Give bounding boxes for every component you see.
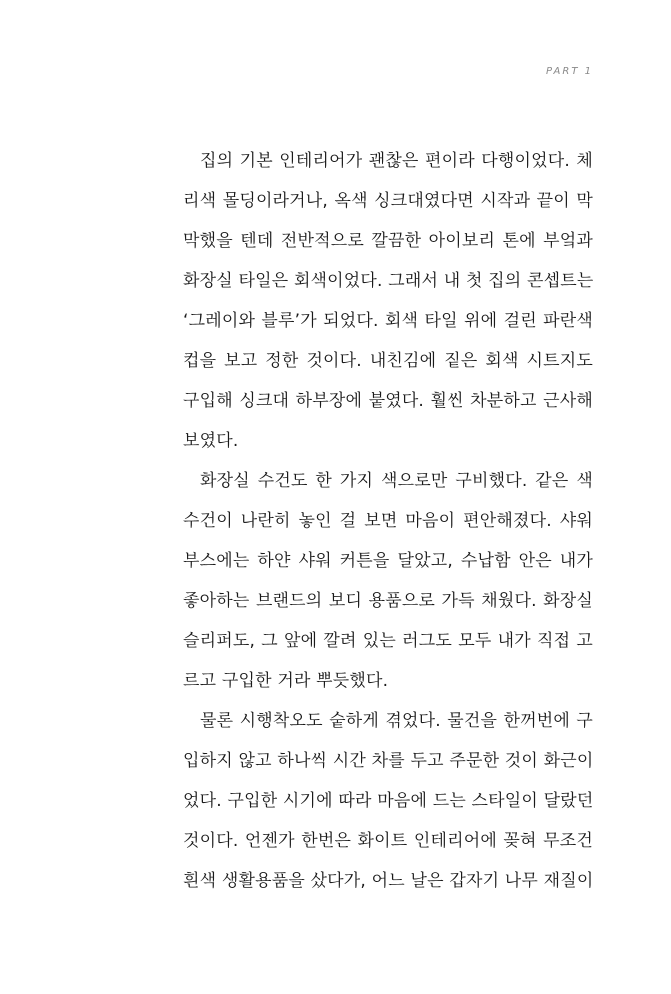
paragraph-2-line-4: 좋아하는 브랜드의 보디 용품으로 가득 채웠다. 화장실 [183,591,593,611]
body-text [183,146,593,906]
paragraph-3-line-2: 입하지 않고 하나씩 시간 차를 두고 주문한 것이 화근이 [183,751,594,771]
running-head: PART 1 [546,66,593,77]
paragraph-3-line-3: 었다. 구입한 시기에 따라 마음에 드는 스타일이 달랐던 [183,791,594,811]
paragraph-1-line-6: 컵을 보고 정한 것이다. 내친김에 짙은 회색 시트지도 [183,351,593,371]
paragraph-2-line-3: 부스에는 하얀 샤워 커튼을 달았고, 수납함 안은 내가 [183,551,593,571]
paragraph-1-line-2: 리색 몰딩이라거나, 옥색 싱크대였다면 시작과 끝이 막 [183,191,593,211]
paragraph-1-line-4: 화장실 타일은 회색이었다. 그래서 내 첫 집의 콘셉트는 [183,271,594,291]
paragraph-1-line-3: 막했을 텐데 전반적으로 깔끔한 아이보리 톤에 부엌과 [183,231,593,251]
paragraph-1-line-8: 보였다. [183,431,239,451]
paragraph-3-line-1: 물론 시행착오도 숱하게 겪었다. 물건을 한꺼번에 구 [200,711,593,731]
paragraph-1-line-1: 집의 기본 인테리어가 괜찮은 편이라 다행이었다. 체 [200,151,593,171]
paragraph-2-line-2: 수건이 나란히 놓인 걸 보면 마음이 편안해졌다. 샤워 [183,511,593,531]
paragraph-1-line-7: 구입해 싱크대 하부장에 붙였다. 훨씬 차분하고 근사해 [183,391,593,411]
paragraph-3-line-4: 것이다. 언젠가 한번은 화이트 인테리어에 꽂혀 무조건 [183,831,593,851]
paragraph-2-line-5: 슬리퍼도, 그 앞에 깔려 있는 러그도 모두 내가 직접 고 [183,631,593,651]
paragraph-2-line-1: 화장실 수건도 한 가지 색으로만 구비했다. 같은 색 [200,471,593,491]
paragraph-2-line-6: 르고 구입한 거라 뿌듯했다. [183,671,389,691]
paragraph-3-line-5: 흰색 생활용품을 샀다가, 어느 날은 갑자기 나무 재질이 [183,871,594,891]
paragraph-1-line-5: ‘그레이와 블루’가 되었다. 회색 타일 위에 걸린 파란색 [183,311,593,331]
